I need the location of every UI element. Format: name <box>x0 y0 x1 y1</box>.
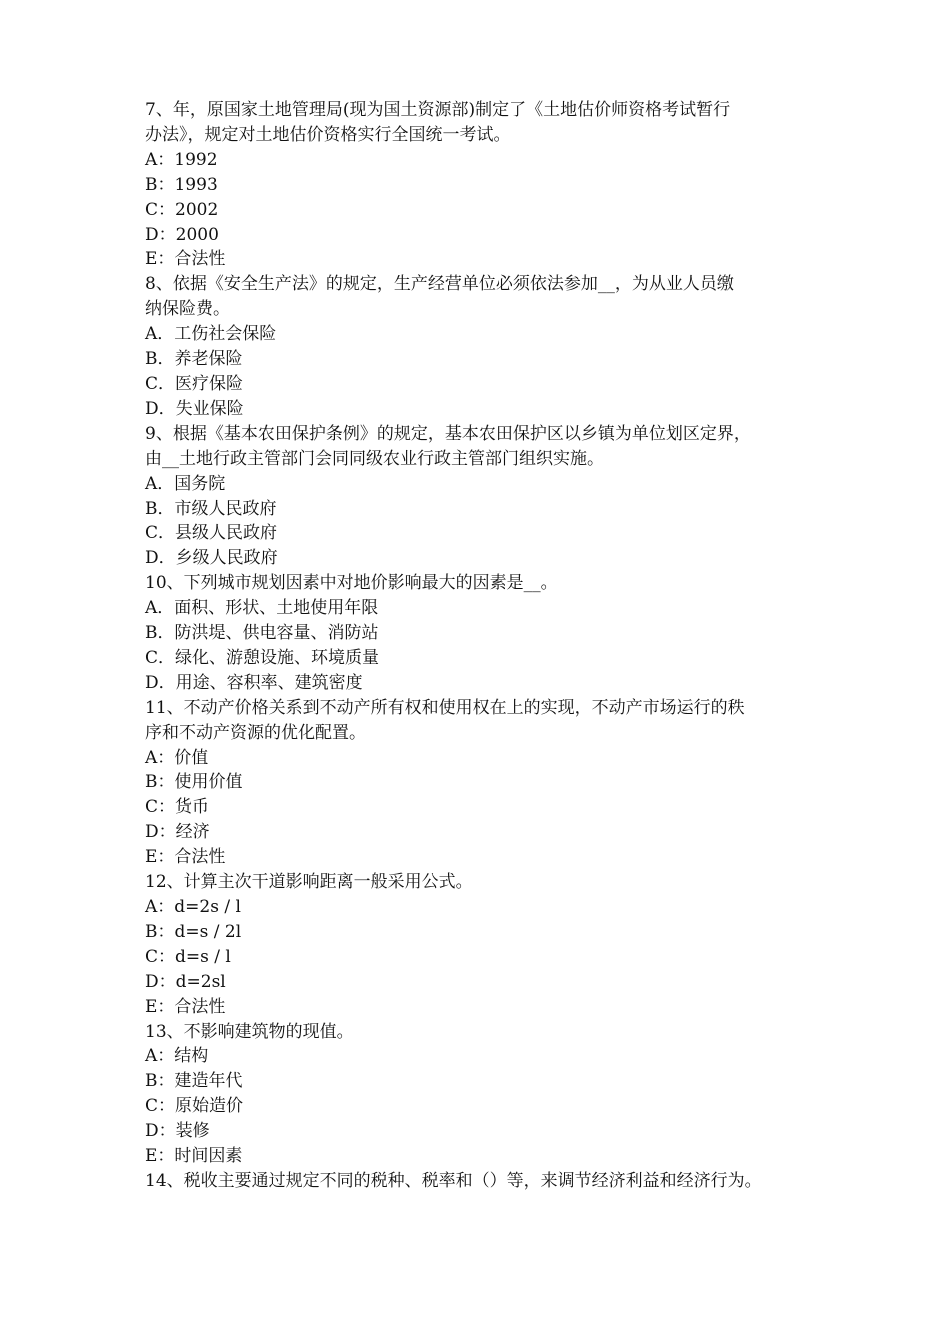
question-9-line-1: 9、根据《基本农田保护条例》的规定，基本农田保护区以乡镇为单位划区定界， <box>145 423 751 444</box>
question-12-line-1: 12、计算主次干道影响距离一般采用公式。 <box>145 872 473 893</box>
question-9-option-a: A．国务院 <box>145 473 226 494</box>
question-7-option-b: B：1993 <box>145 174 218 195</box>
question-11-line-2: 序和不动产资源的优化配置。 <box>145 722 366 743</box>
question-list <box>145 98 810 1194</box>
question-8-option-c: C．医疗保险 <box>145 373 244 394</box>
question-13-option-d: D：装修 <box>145 1121 210 1142</box>
question-13-option-e: E：时间因素 <box>145 1146 243 1167</box>
question-7-option-e: E：合法性 <box>145 249 226 270</box>
question-10-option-b: B．防洪堤、供电容量、消防站 <box>145 623 379 644</box>
question-7-option-a: A：1992 <box>145 149 218 170</box>
question-12-option-b: B：d=s / 2l <box>145 921 242 942</box>
question-9-line-2: 由__土地行政主管部门会同同级农业行政主管部门组织实施。 <box>145 448 604 469</box>
question-12-option-d: D：d=2sl <box>145 971 226 992</box>
question-8-option-d: D．失业保险 <box>145 398 244 419</box>
question-13-line-1: 13、不影响建筑物的现值。 <box>145 1021 354 1042</box>
question-11-option-b: B：使用价值 <box>145 772 243 793</box>
question-7-option-d: D：2000 <box>145 224 219 245</box>
question-9-option-c: C．县级人民政府 <box>145 523 278 544</box>
question-11-line-1: 11、不动产价格关系到不动产所有权和使用权在上的实现，不动产市场运行的秩 <box>145 697 745 718</box>
question-12-option-c: C：d=s / l <box>145 946 231 967</box>
question-8-line-1: 8、依据《安全生产法》的规定，生产经营单位必须依法参加__，为从业人员缴 <box>145 274 734 295</box>
question-10-option-d: D．用途、容积率、建筑密度 <box>145 672 363 693</box>
question-10-option-a: A．面积、形状、土地使用年限 <box>145 598 379 619</box>
question-12-option-a: A：d=2s / l <box>145 897 241 917</box>
question-7-option-c: C：2002 <box>145 199 219 220</box>
question-13-option-c: C：原始造价 <box>145 1096 244 1117</box>
question-8-option-b: B．养老保险 <box>145 349 243 370</box>
question-7-line-1: 7、年，原国家土地管理局(现为国土资源部)制定了《土地估价师资格考试暂行 <box>145 100 731 120</box>
question-9-option-d: D．乡级人民政府 <box>145 548 278 569</box>
question-11-option-a: A：价值 <box>145 747 209 768</box>
question-9-option-b: B．市级人民政府 <box>145 498 277 519</box>
question-8-line-2: 纳保险费。 <box>145 299 230 320</box>
question-13-option-a: A：结构 <box>145 1046 209 1067</box>
question-11-option-d: D：经济 <box>145 822 210 843</box>
question-13-option-b: B：建造年代 <box>145 1071 243 1092</box>
question-11-option-c: C：货币 <box>145 797 210 818</box>
question-8-option-a: A．工伤社会保险 <box>145 324 277 345</box>
question-12-option-e: E：合法性 <box>145 996 226 1017</box>
question-14-line-1: 14、税收主要通过规定不同的税种、税率和（）等，来调节经济利益和经济行为。 <box>145 1170 762 1191</box>
question-10-line-1: 10、下列城市规划因素中对地价影响最大的因素是__。 <box>145 573 558 594</box>
question-7-line-2: 办法》，规定对土地估价资格实行全国统一考试。 <box>145 124 511 145</box>
question-11-option-e: E：合法性 <box>145 847 226 868</box>
question-10-option-c: C．绿化、游憩设施、环境质量 <box>145 647 380 668</box>
